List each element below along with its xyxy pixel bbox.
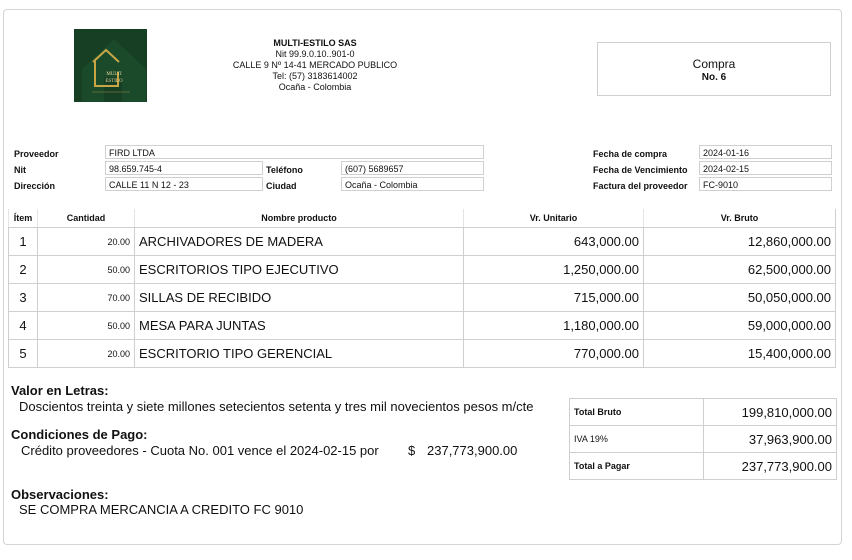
row-item: 1 [9,228,38,256]
row-item: 5 [9,340,38,368]
row-vr-unitario: 1,180,000.00 [464,312,644,340]
telefono-label: Teléfono [266,165,303,175]
iva-row [570,426,837,453]
proveedor-field: FIRD LTDA [105,145,484,159]
row-producto: ARCHIVADORES DE MADERA [135,228,464,256]
total-pagar-value: 237,773,900.00 [704,453,837,480]
company-address: CALLE 9 Nº 14-41 MERCADO PUBLICO [232,60,398,70]
company-city: Ocaña - Colombia [278,82,352,92]
company-info [200,38,430,93]
document-number: No. 6 [701,72,727,83]
table-row [9,340,836,368]
row-item: 2 [9,256,38,284]
table-header [9,209,836,228]
total-bruto-row [570,399,837,426]
condiciones-label: Condiciones de Pago: [11,427,148,442]
row-vr-bruto: 62,500,000.00 [644,256,836,284]
direccion-field: CALLE 11 N 12 - 23 [105,177,263,191]
row-vr-unitario: 643,000.00 [464,228,644,256]
valor-letras-label: Valor en Letras: [11,383,109,398]
direccion-label: Dirección [14,181,56,191]
header-item: Ítem [9,209,38,228]
total-bruto-label: Total Bruto [570,399,704,426]
header-producto: Nombre producto [135,209,464,228]
logo-text: MULTI [106,72,122,77]
document-type: Compra [692,57,736,71]
row-item: 4 [9,312,38,340]
row-cantidad: 20.00 [38,228,135,256]
ciudad-label: Ciudad [266,181,297,191]
company-nit: Nit 99.9.0.10..901-0 [275,49,355,59]
iva-value: 37,963,900.00 [704,426,837,453]
nit-label: Nit [14,165,26,175]
condiciones-amount: 237,773,900.00 [427,443,518,458]
ciudad-field: Ocaña - Colombia [341,177,484,191]
valor-letras-text: Doscientos treinta y siete millones setecientos setenta y tres mil novecientos pesos m/cte [19,399,534,414]
table-row [9,312,836,340]
row-vr-bruto: 12,860,000.00 [644,228,836,256]
company-logo [74,29,147,102]
row-cantidad: 20.00 [38,340,135,368]
proveedor-label: Proveedor [14,149,59,159]
company-phone: Tel: (57) 3183614002 [272,71,358,81]
header-cantidad: Cantidad [38,209,135,228]
row-producto: ESCRITORIOS TIPO EJECUTIVO [135,256,464,284]
row-cantidad: 50.00 [38,312,135,340]
total-bruto-value: 199,810,000.00 [704,399,837,426]
total-pagar-row [570,453,837,480]
total-pagar-label: Total a Pagar [570,453,704,480]
telefono-field: (607) 5689657 [341,161,484,175]
items-table [8,209,836,368]
condiciones-currency: $ [408,443,416,458]
row-vr-bruto: 15,400,000.00 [644,340,836,368]
fecha-vencimiento-field: 2024-02-15 [699,161,832,175]
row-vr-bruto: 50,050,000.00 [644,284,836,312]
header-vr-bruto: Vr. Bruto [644,209,836,228]
company-name: MULTI-ESTILO SAS [273,38,357,48]
factura-proveedor-label: Factura del proveedor [593,181,688,191]
row-vr-bruto: 59,000,000.00 [644,312,836,340]
iva-label: IVA 19% [570,426,704,453]
row-vr-unitario: 715,000.00 [464,284,644,312]
row-vr-unitario: 1,250,000.00 [464,256,644,284]
observaciones-label: Observaciones: [11,487,109,502]
row-producto: ESCRITORIO TIPO GERENCIAL [135,340,464,368]
totals-table [569,398,837,480]
fecha-compra-label: Fecha de compra [593,149,668,159]
svg-text:ESTILO: ESTILO [105,79,123,84]
fecha-vencimiento-label: Fecha de Vencimiento [593,165,688,175]
table-row [9,256,836,284]
row-cantidad: 70.00 [38,284,135,312]
observaciones-text: SE COMPRA MERCANCIA A CREDITO FC 9010 [19,502,304,517]
factura-proveedor-field: FC-9010 [699,177,832,191]
row-vr-unitario: 770,000.00 [464,340,644,368]
condiciones-text: Crédito proveedores - Cuota No. 001 vence el 2024-02-15 por [21,443,379,458]
row-item: 3 [9,284,38,312]
fecha-compra-field: 2024-01-16 [699,145,832,159]
header-vr-unitario: Vr. Unitario [464,209,644,228]
table-row [9,284,836,312]
document-type-box [597,42,831,96]
row-cantidad: 50.00 [38,256,135,284]
house-logo-icon [74,29,147,102]
row-producto: SILLAS DE RECIBIDO [135,284,464,312]
nit-field: 98.659.745-4 [105,161,263,175]
row-producto: MESA PARA JUNTAS [135,312,464,340]
table-row [9,228,836,256]
